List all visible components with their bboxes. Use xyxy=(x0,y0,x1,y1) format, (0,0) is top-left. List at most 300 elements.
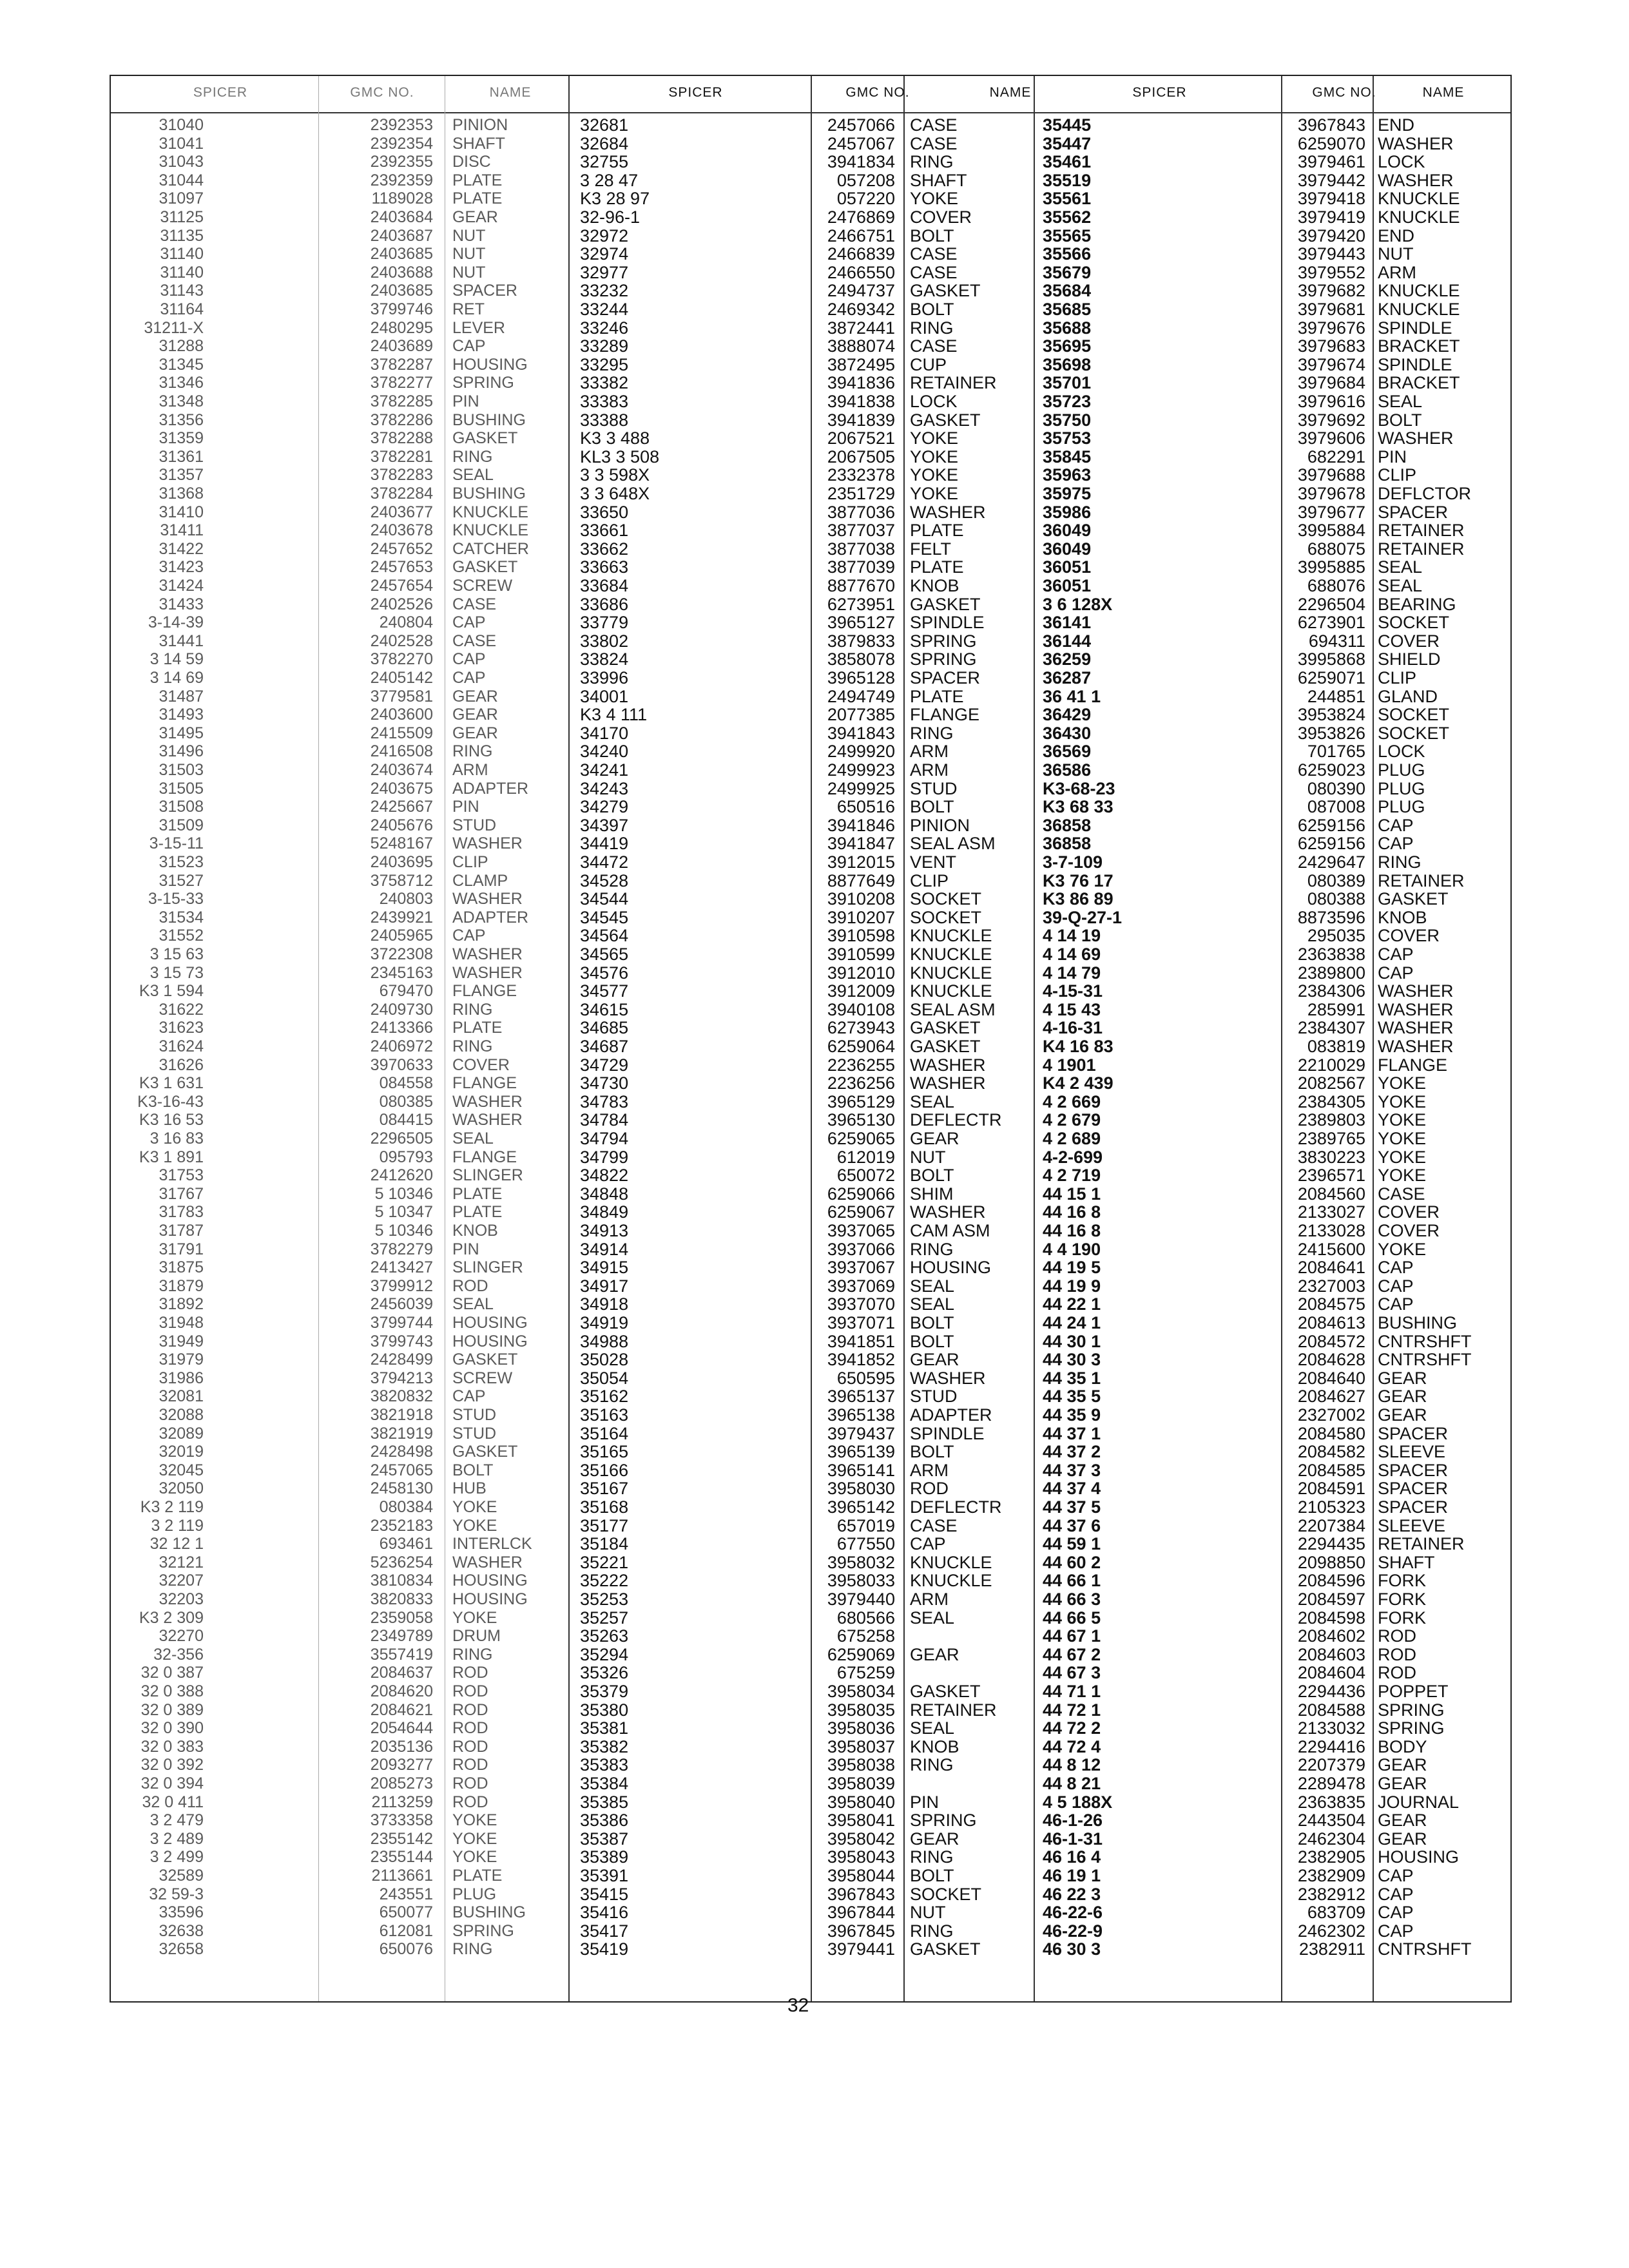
part-name: HUB xyxy=(452,1479,487,1498)
part-name: RING xyxy=(910,1239,954,1259)
spicer-number: 35387 xyxy=(580,1829,629,1849)
table-row xyxy=(111,1461,1510,1480)
gmc-number: 2332378 xyxy=(827,465,895,485)
gmc-number: 083819 xyxy=(1307,1037,1365,1056)
spicer-number: 34170 xyxy=(580,723,629,743)
part-name: CAP xyxy=(1378,1258,1414,1278)
spicer-number: 31623 xyxy=(159,1019,204,1037)
gmc-number: 3821919 xyxy=(370,1424,433,1443)
gmc-number: 6259070 xyxy=(1297,133,1365,153)
gmc-number: 6259067 xyxy=(827,1202,895,1222)
part-name: STUD xyxy=(452,1406,497,1424)
spicer-number: 31487 xyxy=(159,687,204,706)
spicer-number: KL3 3 508 xyxy=(580,447,660,466)
part-name: PLATE xyxy=(452,1203,503,1222)
gmc-number: 2457066 xyxy=(827,115,895,135)
spicer-number: 31787 xyxy=(159,1222,204,1240)
gmc-number: 2067505 xyxy=(827,447,895,466)
gmc-number: 6259071 xyxy=(1297,668,1365,687)
spicer-number: 31356 xyxy=(159,410,204,429)
part-name: DEFLECTR xyxy=(910,1110,1002,1130)
table-row xyxy=(111,927,1510,945)
part-name: PLATE xyxy=(452,1019,503,1037)
part-name: VENT xyxy=(910,852,957,872)
table-row xyxy=(111,1332,1510,1351)
part-name: SEAL xyxy=(910,1091,955,1111)
part-name: WASHER xyxy=(452,963,523,982)
part-name: KNUCKLE xyxy=(1378,300,1460,319)
part-name: PIN xyxy=(452,798,479,816)
part-name: YOKE xyxy=(910,465,959,485)
spicer-number: 31361 xyxy=(159,447,204,466)
gmc-number: 2082567 xyxy=(1297,1073,1365,1093)
spicer-number: 4 5 188X xyxy=(1043,1792,1113,1812)
spicer-number: 46 16 4 xyxy=(1043,1847,1101,1867)
part-name: PIN xyxy=(1378,447,1407,466)
spicer-number: 44 37 4 xyxy=(1043,1479,1101,1499)
gmc-number: 675258 xyxy=(836,1626,895,1646)
spicer-number: 35417 xyxy=(580,1921,629,1941)
spicer-number: 34241 xyxy=(580,760,629,780)
part-name: NUT xyxy=(910,1903,946,1923)
spicer-number: 32974 xyxy=(580,244,629,264)
gmc-number: 3912015 xyxy=(827,852,895,872)
part-name: SPACER xyxy=(452,282,517,300)
spicer-number: 32681 xyxy=(580,115,629,135)
table-row xyxy=(111,300,1510,319)
gmc-number: 3979441 xyxy=(827,1939,895,1959)
part-name: SEAL xyxy=(1378,576,1423,595)
gmc-number: 3979683 xyxy=(1297,336,1365,356)
spicer-number: 46 19 1 xyxy=(1043,1866,1101,1885)
spicer-number: 31534 xyxy=(159,908,204,927)
spicer-number: 31552 xyxy=(159,927,204,945)
spicer-number: 35461 xyxy=(1043,152,1092,172)
part-name: KNUCKLE xyxy=(452,503,529,521)
gmc-number: 2105323 xyxy=(1297,1497,1365,1517)
gmc-number: 683709 xyxy=(1307,1903,1365,1923)
spicer-number: 34849 xyxy=(580,1202,629,1222)
spicer-number: 35385 xyxy=(580,1792,629,1812)
gmc-number: 2327002 xyxy=(1297,1405,1365,1425)
part-name: RING xyxy=(452,1037,493,1055)
gmc-number: 3979688 xyxy=(1297,465,1365,485)
part-name: PLUG xyxy=(1378,797,1425,817)
part-name: STUD xyxy=(452,816,497,834)
table-row xyxy=(111,1701,1510,1720)
table-row xyxy=(111,189,1510,208)
table-row xyxy=(111,1553,1510,1572)
spicer-number: 35679 xyxy=(1043,262,1092,282)
gmc-number: 2466550 xyxy=(827,262,895,282)
gmc-number: 3910598 xyxy=(827,926,895,946)
spicer-number: 31135 xyxy=(160,226,204,245)
part-name: SEAL xyxy=(452,1295,494,1314)
part-name: SPRING xyxy=(910,649,977,669)
spicer-number: 31949 xyxy=(159,1332,204,1350)
spicer-number: 35222 xyxy=(580,1571,629,1591)
spicer-number: 4 1901 xyxy=(1043,1055,1096,1075)
gmc-number: 3830223 xyxy=(1297,1147,1365,1167)
gmc-number: 285991 xyxy=(1307,999,1365,1019)
spicer-number: 32684 xyxy=(580,133,629,153)
gmc-number: 3879833 xyxy=(827,631,895,651)
gmc-number: 2296505 xyxy=(370,1129,433,1148)
gmc-number: 2098850 xyxy=(1297,1552,1365,1572)
spicer-number: 31346 xyxy=(159,374,204,392)
part-name: SPACER xyxy=(1378,1423,1449,1443)
part-name: DEFLCTOR xyxy=(1378,484,1472,503)
spicer-number: 34397 xyxy=(580,815,629,835)
spicer-number: 34419 xyxy=(580,834,629,854)
gmc-number: 3995885 xyxy=(1297,557,1365,577)
gmc-number: 2425667 xyxy=(370,798,433,816)
gmc-number: 679470 xyxy=(379,982,433,1001)
table-row xyxy=(111,1682,1510,1701)
table-row xyxy=(111,1406,1510,1425)
table-row xyxy=(111,890,1510,908)
spicer-number: 44 60 2 xyxy=(1043,1552,1101,1572)
gmc-number: 2458130 xyxy=(370,1479,433,1498)
part-name: KNUCKLE xyxy=(452,521,529,540)
gmc-number: 3782288 xyxy=(370,429,433,448)
gmc-number: 2469342 xyxy=(827,300,895,319)
spicer-number: 35389 xyxy=(580,1847,629,1867)
part-name: KNUCKLE xyxy=(910,963,992,983)
spicer-number: K3 16 53 xyxy=(139,1111,204,1129)
spicer-number: 35391 xyxy=(580,1866,629,1885)
gmc-number: 2405965 xyxy=(370,927,433,945)
table-row xyxy=(111,964,1510,983)
gmc-number: 2413366 xyxy=(370,1019,433,1037)
part-name: ROD xyxy=(452,1774,488,1792)
spicer-number: 35166 xyxy=(580,1460,629,1480)
gmc-number: 3937066 xyxy=(827,1239,895,1259)
spicer-number: 35963 xyxy=(1043,465,1092,485)
part-name: RING xyxy=(452,742,493,761)
spicer-number: 3-15-33 xyxy=(148,890,204,908)
table-row xyxy=(111,1517,1510,1535)
gmc-number: 2499923 xyxy=(827,760,895,780)
part-name: FORK xyxy=(1378,1590,1427,1609)
spicer-number: 36429 xyxy=(1043,705,1092,725)
part-name: YOKE xyxy=(452,1608,497,1627)
part-name: RING xyxy=(910,152,954,172)
gmc-number: 682291 xyxy=(1307,447,1365,466)
part-name: HOUSING xyxy=(452,1332,528,1350)
spicer-number: 31979 xyxy=(159,1350,204,1369)
gmc-number: 3965141 xyxy=(827,1460,895,1480)
table-row xyxy=(111,1222,1510,1240)
table-row xyxy=(111,374,1510,392)
spicer-number: 31043 xyxy=(159,153,204,171)
part-name: SEAL xyxy=(910,1294,955,1314)
spicer-number: 33244 xyxy=(580,300,629,319)
spicer-number: 39-Q-27-1 xyxy=(1043,907,1123,927)
part-name: BUSHING xyxy=(1378,1313,1458,1332)
part-name: SHAFT xyxy=(1378,1552,1435,1572)
gmc-number: 244851 xyxy=(1307,686,1365,706)
part-name: WASHER xyxy=(452,945,523,963)
part-name: SLINGER xyxy=(452,1258,523,1277)
part-name: CAP xyxy=(1378,963,1414,983)
gmc-number: 3820833 xyxy=(370,1590,433,1608)
spicer-number: 4 14 79 xyxy=(1043,963,1101,983)
gmc-number: 3958034 xyxy=(827,1682,895,1701)
part-name: GEAR xyxy=(910,1350,959,1370)
part-name: CAP xyxy=(452,927,486,945)
spicer-number: 44 66 5 xyxy=(1043,1608,1101,1628)
header-g3-name: NAME xyxy=(1422,85,1465,100)
part-name: CLIP xyxy=(910,870,949,890)
part-name: GEAR xyxy=(452,208,498,226)
spicer-number: 31495 xyxy=(159,724,204,742)
header-g3-gmc: GMC NO. xyxy=(1312,85,1376,100)
spicer-number: 36586 xyxy=(1043,760,1092,780)
table-row xyxy=(111,282,1510,300)
part-name: SEAL xyxy=(452,466,494,485)
table-row xyxy=(111,448,1510,466)
gmc-number: 3979440 xyxy=(827,1590,895,1609)
gmc-number: 3820832 xyxy=(370,1387,433,1406)
gmc-number: 3958030 xyxy=(827,1479,895,1499)
table-row xyxy=(111,853,1510,872)
spicer-number: 4 2 669 xyxy=(1043,1091,1101,1111)
spicer-number: 44 35 5 xyxy=(1043,1387,1101,1407)
part-name: RING xyxy=(910,1847,954,1867)
gmc-number: 3872441 xyxy=(827,318,895,338)
gmc-number: 2355144 xyxy=(370,1848,433,1867)
spicer-number: 31875 xyxy=(159,1258,204,1277)
spicer-number: 34729 xyxy=(580,1055,629,1075)
spicer-number: 4 2 689 xyxy=(1043,1129,1101,1148)
gmc-number: 688075 xyxy=(1307,539,1365,559)
part-name: STUD xyxy=(452,1424,497,1443)
spicer-number: 33996 xyxy=(580,668,629,687)
gmc-number: 3941843 xyxy=(827,723,895,743)
part-name: CAP xyxy=(452,613,486,632)
gmc-number: 3888074 xyxy=(827,336,895,356)
part-name: ROD xyxy=(452,1700,488,1719)
part-name: SPRING xyxy=(1378,1718,1445,1738)
spicer-number: 35383 xyxy=(580,1755,629,1775)
spicer-number: 44 15 1 xyxy=(1043,1184,1101,1204)
part-name: YOKE xyxy=(910,189,959,209)
gmc-number: 2396571 xyxy=(1297,1166,1365,1186)
spicer-number: 31948 xyxy=(159,1314,204,1332)
gmc-number: 3953824 xyxy=(1297,705,1365,725)
spicer-number: K4 2 439 xyxy=(1043,1073,1113,1093)
part-name: WASHER xyxy=(910,502,986,522)
spicer-number: K3 86 89 xyxy=(1043,889,1113,909)
part-name: CAM ASM xyxy=(910,1221,990,1240)
gmc-number: 612019 xyxy=(836,1147,895,1167)
table-row xyxy=(111,1074,1510,1093)
spicer-number: 32972 xyxy=(580,226,629,245)
part-name: NUT xyxy=(910,1147,946,1167)
gmc-number: 3799746 xyxy=(370,300,433,318)
part-name: SPRING xyxy=(910,1811,977,1831)
gmc-number: 3979442 xyxy=(1297,170,1365,190)
gmc-number: 057208 xyxy=(836,170,895,190)
gmc-number: 2402528 xyxy=(370,631,433,650)
part-name: CAP xyxy=(1378,945,1414,964)
part-name: BEARING xyxy=(1378,594,1456,614)
spicer-number: 31345 xyxy=(159,355,204,374)
part-name: WASHER xyxy=(1378,170,1454,190)
table-row xyxy=(111,1903,1510,1922)
header-g1-name: NAME xyxy=(489,85,532,100)
gmc-number: 3941836 xyxy=(827,373,895,393)
part-name: RING xyxy=(452,447,493,466)
gmc-number: 2403687 xyxy=(370,226,433,245)
gmc-number: 2327003 xyxy=(1297,1276,1365,1296)
gmc-number: 694311 xyxy=(1308,631,1365,651)
spicer-number: 34576 xyxy=(580,963,629,983)
spicer-number: 34919 xyxy=(580,1313,629,1332)
gmc-number: 2457654 xyxy=(370,577,433,595)
part-name: COVER xyxy=(1378,926,1440,946)
table-row xyxy=(111,208,1510,227)
gmc-number: 2389803 xyxy=(1297,1110,1365,1130)
spicer-number: 44 30 3 xyxy=(1043,1350,1101,1370)
spicer-number: 31359 xyxy=(159,429,204,448)
spicer-number: 34565 xyxy=(580,945,629,964)
spicer-number: 31423 xyxy=(159,558,204,577)
part-name: HOUSING xyxy=(452,355,528,374)
gmc-number: 2403695 xyxy=(370,853,433,871)
gmc-number: 3965142 xyxy=(827,1497,895,1517)
gmc-number: 2392355 xyxy=(370,153,433,171)
part-name: SOCKET xyxy=(1378,613,1450,633)
part-name: CAP xyxy=(1378,1884,1414,1904)
spicer-number: 3 2 479 xyxy=(149,1811,204,1830)
part-name: GASKET xyxy=(452,429,518,448)
gmc-number: 2133028 xyxy=(1297,1221,1365,1240)
table-row xyxy=(111,171,1510,190)
gmc-number: 2113259 xyxy=(371,1792,433,1811)
spicer-number: 33289 xyxy=(580,336,629,356)
part-name: PIN xyxy=(910,1792,940,1812)
part-name: FLANGE xyxy=(910,705,980,725)
part-name: RET xyxy=(452,300,485,318)
spicer-number: 33596 xyxy=(159,1903,204,1922)
spicer-number: 34822 xyxy=(580,1166,629,1186)
spicer-number: 32-356 xyxy=(153,1645,204,1664)
gmc-number: 2403689 xyxy=(370,337,433,356)
spicer-number: 3-15-11 xyxy=(149,834,204,853)
part-name: SEAL xyxy=(452,1129,494,1148)
gmc-number: 2403678 xyxy=(370,521,433,540)
spicer-number: 35054 xyxy=(580,1368,629,1388)
part-name: YOKE xyxy=(1378,1147,1427,1167)
spicer-number: 32 0 387 xyxy=(140,1664,204,1682)
part-name: BUSHING xyxy=(452,485,526,503)
table-row xyxy=(111,411,1510,430)
part-name: ROD xyxy=(452,1719,488,1738)
table-row xyxy=(111,227,1510,245)
part-name: YOKE xyxy=(452,1498,497,1516)
table-row xyxy=(111,1664,1510,1682)
part-name: RING xyxy=(910,1921,954,1941)
part-name: SEAL xyxy=(1378,557,1423,577)
gmc-number: 2084560 xyxy=(1297,1184,1365,1204)
gmc-number: 243551 xyxy=(379,1885,433,1903)
table-row xyxy=(111,1940,1510,1959)
spicer-number: 44 72 2 xyxy=(1043,1718,1101,1738)
spicer-number: 35386 xyxy=(580,1811,629,1831)
spicer-number: 34528 xyxy=(580,870,629,890)
gmc-number: 3967843 xyxy=(1297,115,1365,135)
part-name: ADAPTER xyxy=(452,779,529,798)
spicer-number: 33824 xyxy=(580,649,629,669)
spicer-number: 35184 xyxy=(580,1534,629,1554)
part-name: ROD xyxy=(910,1479,949,1499)
part-name: RETAINER xyxy=(910,373,997,393)
gmc-number: 8873596 xyxy=(1297,907,1365,927)
gmc-number: 3782277 xyxy=(370,374,433,392)
gmc-number: 2416508 xyxy=(370,742,433,761)
part-name: SPRING xyxy=(452,374,514,392)
spicer-number: 35750 xyxy=(1043,410,1092,430)
part-name: WASHER xyxy=(1378,428,1454,448)
gmc-number: 2429647 xyxy=(1297,852,1365,872)
gmc-number: 6259065 xyxy=(827,1129,895,1148)
part-name: POPPET xyxy=(1378,1682,1449,1701)
spicer-number: 32203 xyxy=(159,1590,204,1608)
spicer-number: 35975 xyxy=(1043,484,1092,503)
part-name: SPINDLE xyxy=(1378,318,1452,338)
gmc-number: 6259156 xyxy=(1297,815,1365,835)
part-name: RING xyxy=(1378,852,1422,872)
part-name: BUSHING xyxy=(452,410,526,429)
spicer-number: 3 3 598X xyxy=(580,465,650,485)
gmc-number: 3937067 xyxy=(827,1258,895,1278)
spicer-number: 35163 xyxy=(580,1405,629,1425)
part-name: COVER xyxy=(1378,631,1440,651)
gmc-number: 3965139 xyxy=(827,1442,895,1462)
part-name: LOCK xyxy=(1378,742,1425,762)
gmc-number: 2415600 xyxy=(1297,1239,1365,1259)
part-name: GEAR xyxy=(910,1829,959,1849)
part-name: SEAL xyxy=(910,1718,955,1738)
gmc-number: 3779581 xyxy=(370,687,433,706)
spicer-number: 3 2 499 xyxy=(149,1848,204,1867)
spicer-number: 33662 xyxy=(580,539,629,559)
spicer-number: 4-2-699 xyxy=(1043,1147,1103,1167)
part-name: BOLT xyxy=(910,797,954,817)
spicer-number: 32207 xyxy=(159,1571,204,1590)
spicer-number: K3 28 97 xyxy=(580,189,650,209)
table-row xyxy=(111,1922,1510,1941)
spicer-number: 31424 xyxy=(159,577,204,595)
gmc-number: 650076 xyxy=(379,1940,433,1959)
part-name: GASKET xyxy=(452,558,518,577)
spicer-number: 32050 xyxy=(159,1479,204,1498)
part-name: RING xyxy=(452,1940,493,1959)
part-name: WASHER xyxy=(452,1553,523,1571)
gmc-number: 2084627 xyxy=(1297,1387,1365,1407)
part-name: WASHER xyxy=(910,1073,986,1093)
table-row xyxy=(111,1350,1510,1369)
part-name: ROD xyxy=(452,1682,488,1700)
gmc-number: 2294436 xyxy=(1297,1682,1365,1701)
table-row xyxy=(111,319,1510,338)
gmc-number: 3910599 xyxy=(827,945,895,964)
spicer-number: 32 0 394 xyxy=(140,1774,204,1792)
spicer-number: 31879 xyxy=(159,1276,204,1295)
gmc-number: 2428498 xyxy=(370,1443,433,1461)
